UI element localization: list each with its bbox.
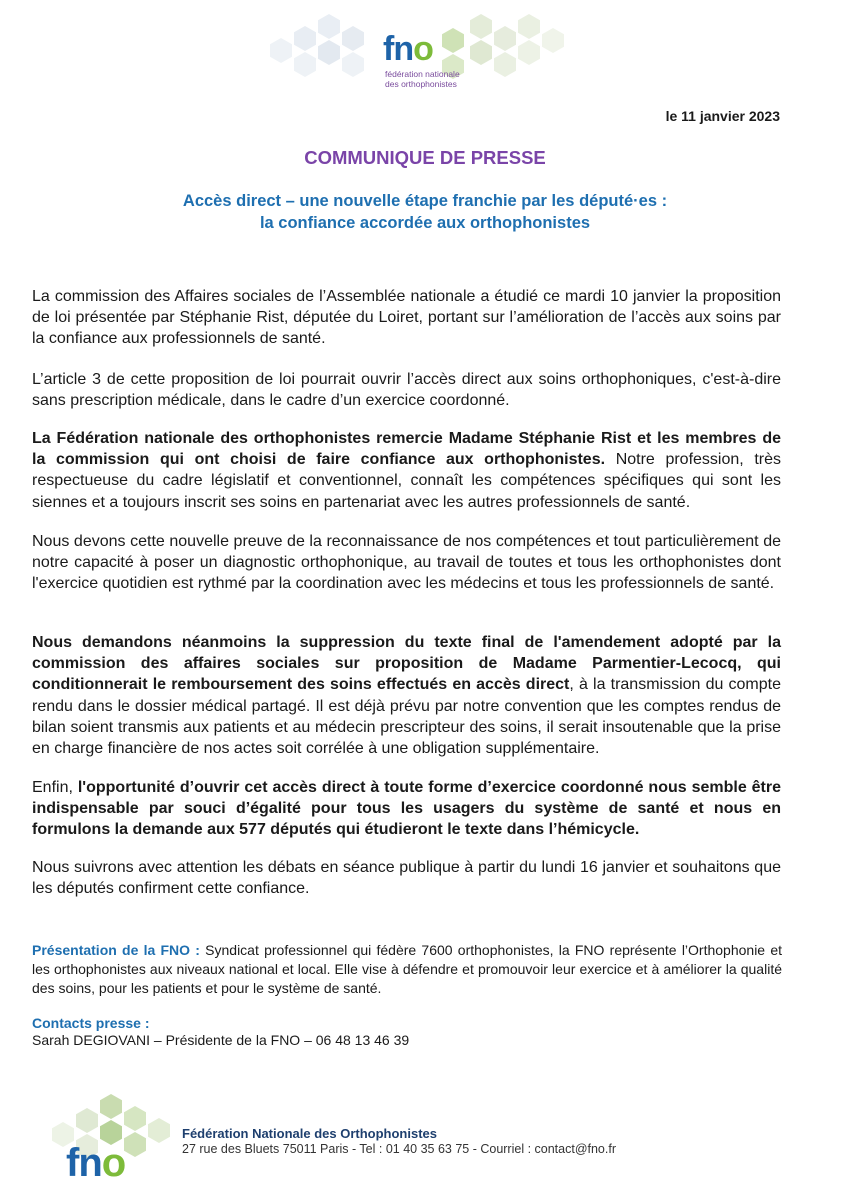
- contacts-line: Sarah DEGIOVANI – Présidente de la FNO – 06 48 13 46 39: [32, 1032, 410, 1048]
- paragraph-7: Nous suivrons avec attention les débats en séance publique à partir du lundi 16 janvier et souhaitons que les députés confirment cette confiance.: [32, 859, 781, 898]
- logo-subtitle: fédération nationale des orthophonistes: [385, 69, 460, 89]
- footer-fno-logo: fno: [66, 1141, 126, 1185]
- press-date: le 11 janvier 2023: [665, 108, 780, 124]
- paragraph-6: Enfin, l'opportunité d’ouvrir cet accès direct à toute forme d’exercice coordonné nous semble être indispensable par souci d’égalité pour tous les usagers du système de santé et nous en formulons la demande aux 577 députés qui étudieront le texte dans l’hémicycle.: [32, 779, 782, 839]
- footer-organization: Fédération Nationale des Orthophonistes: [182, 1126, 437, 1141]
- fno-logo: fno fédération nationale des orthophonistes: [375, 18, 465, 88]
- footer-address: 27 rue des Bluets 75011 Paris - Tel : 01 40 35 63 75 - Courriel : contact@fno.fr: [182, 1142, 616, 1156]
- paragraph-1: La commission des Affaires sociales de l’Assemblée nationale a étudié ce mardi 10 janvier la proposition de loi présentée par Stéphanie Rist, députée du Loiret, portant sur l’amélioration de l’accès aux soins par la confiance aux professionnels de santé.: [32, 288, 781, 348]
- paragraph-2: L’article 3 de cette proposition de loi pourrait ouvrir l’accès direct aux soins orthophoniques, c'est-à-dire sans prescription médicale, dans le cadre d’un exercice coordonné.: [32, 371, 781, 410]
- paragraph-5: Nous demandons néanmoins la suppression du texte final de l'amendement adopté par la commission des affaires sociales sur proposition de Madame Parmentier-Lecocq, qui conditionnerait le remboursement des soins effectués en accès direct, à la transmission du compte rendu dans le dossier médical partagé. Il est déjà prévu par notre convention que les comptes rendus de bilan soient transmis aux patients et au médecin prescripteur des soins, il serait insoutenable que la prise en charge financière de nos actes soit corrélée à une obligation supplémentaire.: [32, 634, 781, 758]
- paragraph-4: Nous devons cette nouvelle preuve de la reconnaissance de nos compétences et tout particulièrement de notre capacité à poser un diagnostic orthophonique, au travail de toutes et tous les orthophonistes dont l'exercice quotidien est rythmé par la coordination avec les médecins et tous les professionnels de santé.: [32, 533, 781, 593]
- paragraph-3: La Fédération nationale des orthophonistes remercie Madame Stéphanie Rist et les membres de la commission qui ont choisi de faire confiance aux orthophonistes. Notre profession, très respectueuse du cadre législatif et conventionnel, connaît les compétences spécifiques qui sont les siennes et a toujours inscrit ses soins en partenariat avec les autres professionnels de santé.: [32, 430, 782, 511]
- page-title: COMMUNIQUE DE PRESSE: [304, 147, 546, 168]
- page-subtitle: Accès direct – une nouvelle étape franchie par les député·es : la confiance accordée aux orthophonistes: [182, 192, 668, 232]
- contacts-label: Contacts presse :: [32, 1015, 150, 1031]
- fno-presentation: Présentation de la FNO : Syndicat professionnel qui fédère 7600 orthophonistes, la FNO représente l’Orthophonie et les orthophonistes aux niveaux national et local. Elle vise à défendre et promouvoir leur exercice et à améliorer la qualité des soins, pour les patients et pour le système de santé.: [32, 942, 782, 996]
